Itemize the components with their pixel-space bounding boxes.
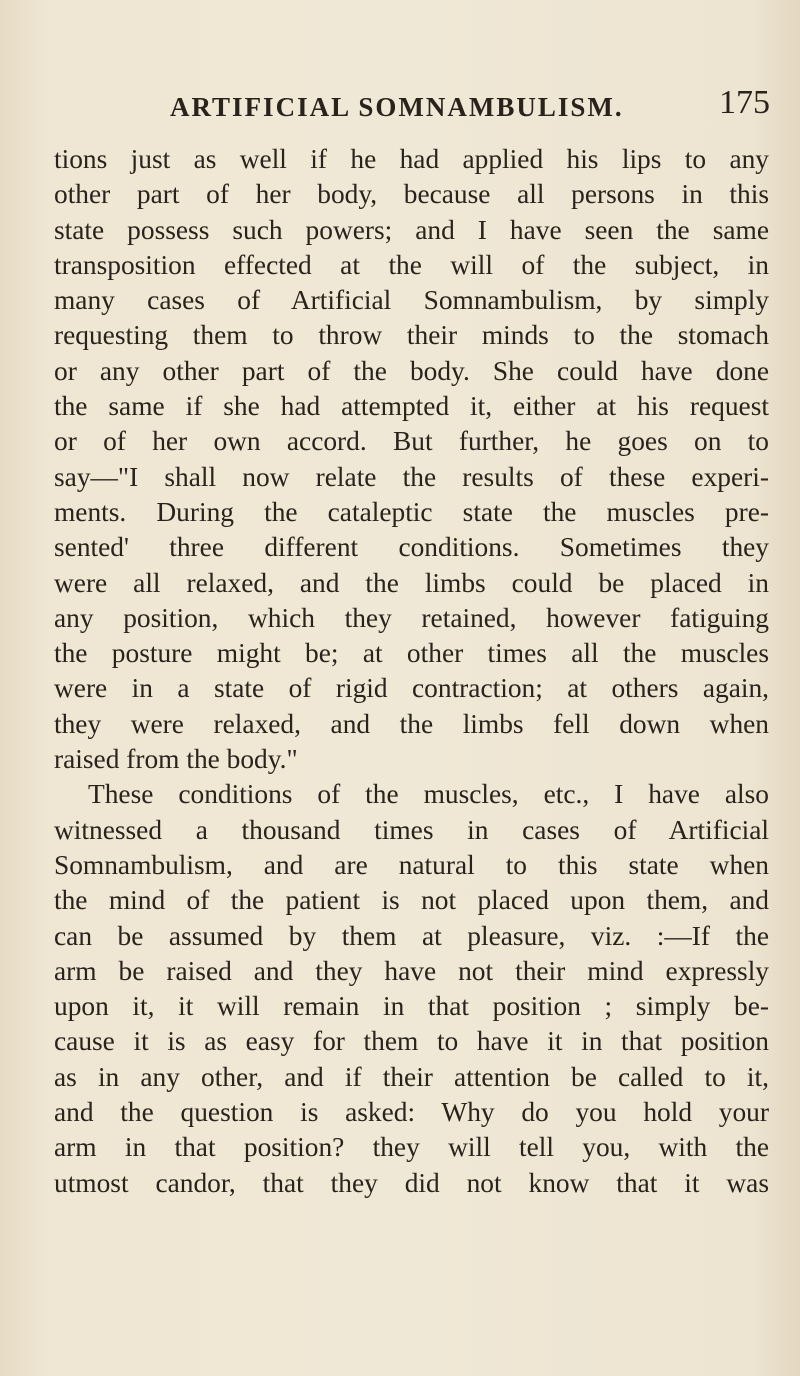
text-line: or any other part of the body. She could have done <box>54 355 769 386</box>
text-line: cause it is as easy for them to have it in that position <box>54 1026 769 1057</box>
text-line: or of her own accord. But further, he goes on to <box>54 426 769 457</box>
text-line: utmost candor, that they did not know that it was <box>54 1167 769 1198</box>
text-line: requesting them to throw their minds to the stomach <box>54 320 769 351</box>
text-line: any position, which they retained, however fatiguing <box>54 602 769 633</box>
text-line: arm in that position? they will tell you, with the <box>54 1132 769 1163</box>
text-line: sented' three different conditions. Sometimes they <box>54 532 769 563</box>
page-number: 175 <box>719 84 770 121</box>
text-line: were all relaxed, and the limbs could be placed in <box>54 567 769 598</box>
text-line: the posture might be; at other times all the muscles <box>54 638 769 669</box>
text-line: tions just as well if he had applied his lips to any <box>54 144 769 174</box>
text-line: arm be raised and they have not their mind expressly <box>54 955 769 986</box>
text-line: upon it, it will remain in that position ; simply be- <box>54 991 769 1022</box>
text-line: state possess such powers; and I have seen the same <box>54 214 769 245</box>
text-line: witnessed a thousand times in cases of Artificial <box>54 814 769 845</box>
text-line: as in any other, and if their attention be called to it, <box>54 1061 769 1092</box>
body-text <box>54 142 769 1201</box>
text-line: These conditions of the muscles, etc., I have also <box>88 779 769 810</box>
text-line: say—"I shall now relate the results of these experi- <box>54 461 769 492</box>
text-line: were in a state of rigid contraction; at others again, <box>54 673 769 704</box>
text-line: and the question is asked: Why do you hold your <box>54 1097 769 1128</box>
text-line: ments. During the cataleptic state the muscles pre- <box>54 496 769 527</box>
page-header <box>170 84 770 138</box>
text-line: transposition effected at the will of the subject, in <box>54 249 769 280</box>
text-line: the mind of the patient is not placed upon them, and <box>54 885 769 916</box>
text-line: the same if she had attempted it, either at his request <box>54 391 769 422</box>
text-line: other part of her body, because all persons in this <box>54 179 769 210</box>
text-line: many cases of Artificial Somnambulism, by simply <box>54 285 769 316</box>
running-head: ARTIFICIAL SOMNAMBULISM. <box>170 92 624 122</box>
text-line: can be assumed by them at pleasure, viz. :—If the <box>54 920 769 951</box>
text-line: raised from the body." <box>54 744 298 775</box>
text-line: Somnambulism, and are natural to this state when <box>54 849 769 880</box>
text-line: they were relaxed, and the limbs fell down when <box>54 708 769 739</box>
